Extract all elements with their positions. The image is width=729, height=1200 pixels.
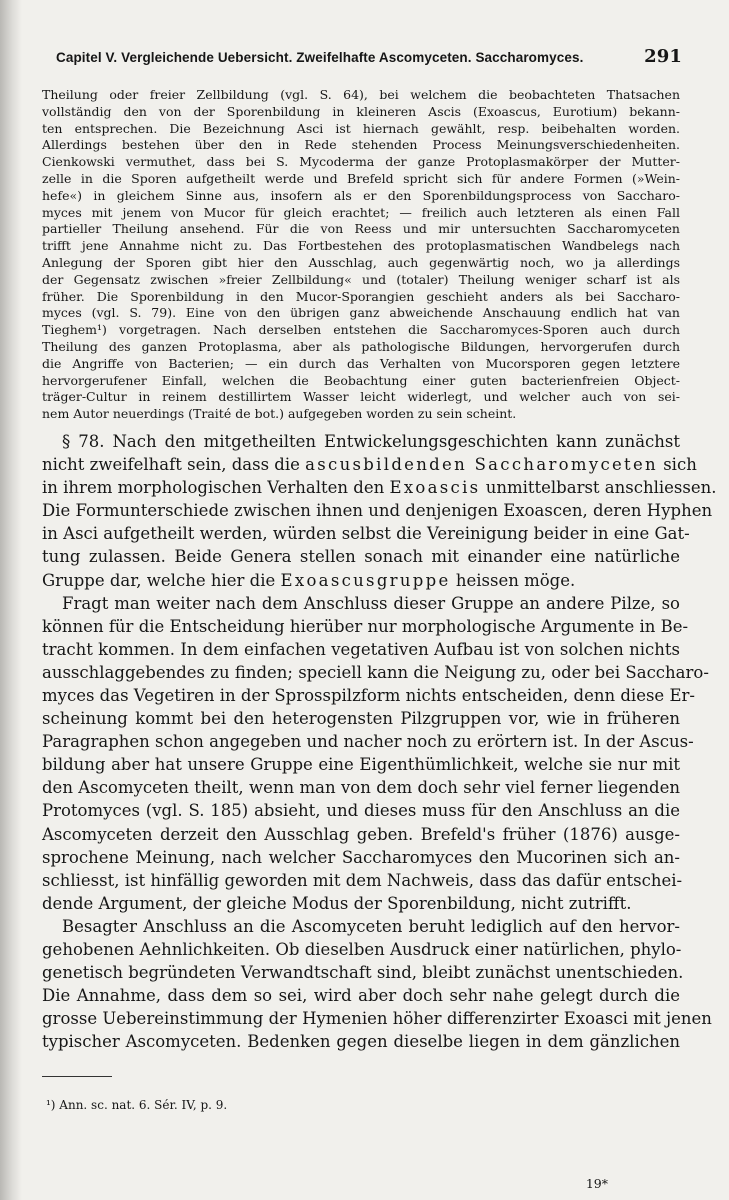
text-line: gehobenen Aehnlichkeiten. Ob dieselben Ausdruck einer natürlichen, phylo-	[42, 940, 682, 959]
text-line: Allerdings bestehen über den in Rede stehenden Process Meinungsverschiedenheiten.	[42, 137, 680, 153]
text-line: scheinung kommt bei den heterogensten Pilzgruppen vor, wie in früheren	[42, 709, 680, 729]
text-line: genetisch begründeten Verwandtschaft sind, bleibt zunächst unentschieden.	[42, 963, 684, 983]
text-line: myces mit jenem von Mucor für gleich erachtet; — freilich auch letzteren als einen Fall	[42, 204, 680, 220]
text-line: tracht kommen. In dem einfachen vegetativen Aufbau ist von solchen nichts	[42, 639, 680, 659]
text-line: der Gegensatz zwischen »freier Zellbildung« und (totaler) Theilung weniger scharf ist als	[42, 271, 680, 287]
text-line: Protomyces (vgl. S. 185) absieht, und dieses muss für den Anschluss an die	[42, 801, 680, 821]
text-line: ausschlaggebendes zu finden; speciell kann die Neigung zu, oder bei Saccharo-	[42, 662, 709, 682]
text-line: Fragt man weiter nach dem Anschluss dieser Gruppe an andere Pilze, so	[62, 593, 680, 613]
footnote: ¹) Ann. sc. nat. 6. Sér. IV, p. 9.	[46, 1098, 228, 1112]
text-line: Besagter Anschluss an die Ascomyceten beruht lediglich auf den hervor-	[62, 916, 680, 936]
text-line: vollständig den von der Sporenbildung in kleineren Ascis (Exoascus, Eurotium) bekann-	[42, 103, 680, 119]
text-line: träger-Cultur in reinem destillirtem Wasser leicht widerlegt, und welcher auch von sei-	[42, 389, 680, 405]
text-line: hefe«) in gleichem Sinne aus, insofern als er den Sporenbildungsprocess von Saccharo-	[42, 187, 680, 203]
spaced-term: ascusbildenden Saccharomyceten	[305, 455, 658, 475]
text-line: nicht zweifelhaft sein, dass die ascusbildenden Saccharomyceten sich	[42, 455, 697, 475]
binding-gutter-shadow	[0, 0, 22, 1200]
text-line: in Asci aufgetheilt werden, würden selbst die Vereinigung beider in eine Gat-	[42, 524, 690, 544]
text-line: zelle in die Sporen aufgetheilt werde und Brefeld spricht sich für andere Formen (»Wein-	[42, 170, 680, 186]
text-line: nem Autor neuerdings (Traité de bot.) aufgegeben worden zu sein scheint.	[42, 406, 517, 422]
text-line: myces das Vegetiren in der Sprosspilzform nichts entscheiden, denn diese Er-	[42, 685, 695, 705]
spaced-term: Exoascis	[389, 478, 481, 498]
text-line: ten entsprechen. Die Bezeichnung Asci ist hiernach gewählt, resp. beibehalten worden.	[42, 120, 680, 136]
text-line: grosse Uebereinstimmung der Hymenien höher differenzirter Exoasci mit jenen	[42, 1009, 712, 1029]
text-line: Ascomyceten derzeit den Ausschlag geben. Brefeld's früher (1876) ausge-	[42, 824, 680, 844]
printer-signature: 19*	[585, 1176, 608, 1191]
text-line: tung zulassen. Beide Genera stellen sonach mit einander eine natürliche	[42, 547, 680, 567]
running-header	[56, 46, 682, 67]
text-line: sprochene Meinung, nach welcher Saccharomyces den Mucorinen sich an-	[42, 847, 680, 867]
small-print-continuation	[42, 87, 680, 423]
text-line: partieller Theilung ansehend. Für die von Reess und mir untersuchten Saccharomyceten	[42, 221, 680, 237]
text-line: § 78. Nach den mitgetheilten Entwickelungsgeschichten kann zunächst	[62, 431, 680, 451]
text-line: Gruppe dar, welche hier die Exoascusgruppe heissen möge.	[42, 570, 576, 590]
footnote-rule	[42, 1076, 112, 1077]
text-line: die Angriffe von Bacterien; — ein durch das Verhalten von Mucorsporen gegen letztere	[42, 355, 680, 371]
text-line: typischer Ascomyceten. Bedenken gegen dieselbe liegen in dem gänzlichen	[42, 1032, 680, 1052]
text-line: Tieghem¹) vorgetragen. Nach derselben entstehen die Saccharomyces-Sporen auch durch	[42, 322, 680, 338]
running-title: Capitel V. Vergleichende Uebersicht. Zweifelhafte Ascomyceten. Saccharomyces.	[56, 50, 584, 65]
book-page	[42, 46, 717, 1191]
text-line: können für die Entscheidung hierüber nur morphologische Argumente in Be-	[42, 616, 689, 636]
text-line: Theilung des ganzen Protoplasma, aber als pathologische Bildungen, hervorgerufen durch	[42, 338, 680, 354]
besagter-anschluss-paragraph	[42, 915, 712, 1054]
section-78-paragraph	[42, 430, 717, 592]
page-number: 291	[644, 46, 682, 67]
anschluss-paragraph	[42, 592, 709, 915]
text-line: hervorgerufener Einfall, welchen die Beobachtung einer guten bacterienfreien Object-	[42, 372, 680, 388]
text-line: schliesst, ist hinfällig geworden mit dem Nachweis, dass das dafür entschei-	[42, 870, 683, 890]
text-line: trifft jene Annahme nicht zu. Das Fortbestehen des protoplasmatischen Wandbelegs nach	[42, 238, 680, 254]
text-line: Theilung oder freier Zellbildung (vgl. S. 64), bei welchem die beobachteten Thatsachen	[42, 87, 680, 102]
text-line: Die Formunterschiede zwischen ihnen und denjenigen Exoascen, deren Hyphen	[42, 501, 713, 521]
text-line: Die Annahme, dass dem so sei, wird aber doch sehr nahe gelegt durch die	[42, 986, 680, 1006]
text-line: früher. Die Sporenbildung in den Mucor-Sporangien geschieht anders als bei Saccharo-	[42, 288, 680, 304]
text-line: dende Argument, der gleiche Modus der Sporenbildung, nicht zutrifft.	[42, 893, 632, 913]
text-line: Cienkowski vermuthet, dass bei S. Mycoderma der ganze Protoplasmakörper der Mutter-	[42, 154, 680, 170]
text-line: bildung aber hat unsere Gruppe eine Eigenthümlichkeit, welche sie nur mit	[42, 755, 680, 775]
text-line: Anlegung der Sporen gibt hier den Ausschlag, auch gegenwärtig noch, wo ja allerdings	[42, 254, 680, 270]
text-line: in ihrem morphologischen Verhalten den Exoascis unmittelbarst anschliessen.	[42, 478, 717, 498]
text-line: Paragraphen schon angegeben und nacher noch zu erörtern ist. In der Ascus-	[42, 732, 694, 752]
text-line: myces (vgl. S. 79). Eine von den übrigen ganz abweichende Anschauung endlich hat van	[42, 305, 680, 321]
text-line: den Ascomyceten theilt, wenn man von dem doch sehr viel ferner liegenden	[42, 778, 680, 798]
spaced-term: Exoascusgruppe	[280, 570, 451, 590]
